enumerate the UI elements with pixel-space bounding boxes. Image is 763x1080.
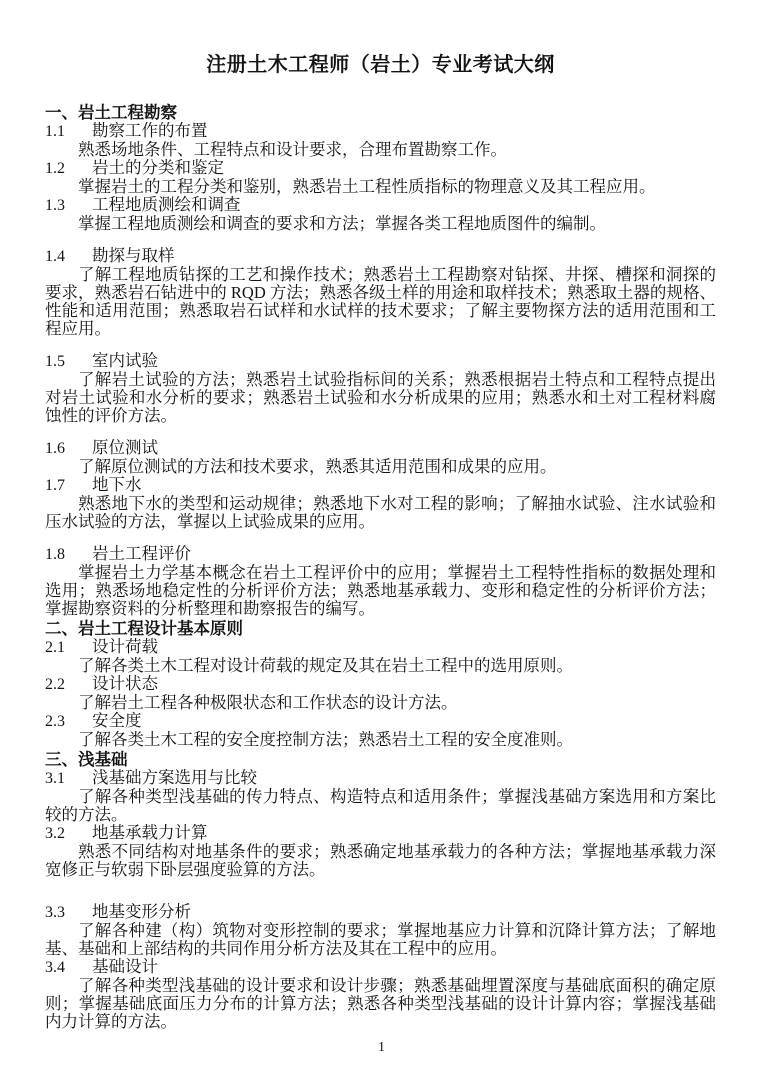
page-number: 1 (378, 1040, 385, 1055)
item-head (45, 247, 716, 266)
item-number: 3.1 (45, 770, 65, 787)
item-description: 掌握工程地质测绘和调查的要求和方法；掌握各类工程地质图件的编制。 (78, 214, 606, 233)
item-description: 掌握岩土的工程分类和鉴别，熟悉岩土工程性质指标的物理意义及其工程应用。 (78, 177, 656, 196)
item-description: 熟悉地下水的类型和运动规律；熟悉地下水对工程的影响；了解抽水试验、注水试验和压水试验的方法，掌握以上试验成果的应用。 (45, 494, 716, 531)
item-description: 了解岩土试验的方法；熟悉岩土试验指标间的关系；熟悉根据岩土特点和工程特点提出对岩土试验和水分析的要求；熟悉岩土试验和水分析成果的应用；熟悉水和土对工程材料腐蚀性的评价方法。 (45, 370, 716, 425)
item-head (45, 476, 716, 495)
item-1-3 (45, 196, 716, 233)
item-description: 了解各种类型浅基础的设计要求和设计步骤；熟悉基础埋置深度与基础底面积的确定原则；掌握基础底面压力分布的计算方法；熟悉各种类型浅基础的设计计算内容；掌握浅基础内力计算的方法。 (45, 976, 716, 1031)
item-title: 勘察工作的布置 (92, 121, 208, 140)
item-head (45, 712, 716, 731)
section-heading-1: 一、岩土工程勘察 (45, 103, 177, 122)
item-description: 了解各类土木工程对设计荷载的规定及其在岩土工程中的选用原则。 (78, 656, 573, 675)
item-number: 3.4 (45, 959, 65, 976)
section-heading-3: 三、浅基础 (45, 750, 128, 769)
item-1-6 (45, 439, 716, 476)
item-2-2 (45, 675, 716, 712)
item-1-1 (45, 122, 716, 159)
item-number: 1.4 (45, 248, 65, 265)
item-title: 工程地质测绘和调查 (92, 195, 241, 214)
item-1-7 (45, 476, 716, 531)
section-heading-2: 二、岩土工程设计基本原则 (45, 619, 243, 638)
item-description: 熟悉不同结构对地基条件的要求；熟悉确定地基承载力的各种方法；掌握地基承载力深宽修正与软弱下卧层强度验算的方法。 (45, 842, 716, 879)
item-3-3 (45, 903, 716, 958)
item-title: 基础设计 (92, 957, 158, 976)
item-head (45, 824, 716, 843)
item-description: 了解各种建（构）筑物对变形控制的要求；掌握地基应力计算和沉降计算方法；了解地基、基础和上部结构的共同作用分析方法及其在工程中的应用。 (45, 921, 716, 958)
item-number: 2.3 (45, 713, 65, 730)
item-head (45, 196, 716, 215)
item-head (45, 903, 716, 922)
item-number: 1.6 (45, 440, 65, 457)
item-description: 掌握岩土力学基本概念在岩土工程评价中的应用；掌握岩土工程特性指标的数据处理和选用；熟悉场地稳定性的分析评价方法；熟悉地基承载力、变形和稳定性的分析评价方法；掌握勘察资料的分析整理和勘察报告的编写。 (45, 563, 716, 618)
item-2-1 (45, 638, 716, 675)
item-1-4 (45, 247, 716, 338)
item-number: 1.3 (45, 197, 65, 214)
item-number: 2.2 (45, 676, 65, 693)
item-description: 了解原位测试的方法和技术要求，熟悉其适用范围和成果的应用。 (78, 457, 557, 476)
item-1-2 (45, 159, 716, 196)
item-head (45, 638, 716, 657)
item-title: 原位测试 (92, 438, 158, 457)
item-title: 勘探与取样 (92, 246, 175, 265)
item-1-5 (45, 352, 716, 425)
item-number: 1.5 (45, 353, 65, 370)
item-title: 地基变形分析 (92, 902, 191, 921)
item-title: 室内试验 (92, 351, 158, 370)
item-head (45, 769, 716, 788)
item-3-1 (45, 769, 716, 824)
item-number: 1.2 (45, 160, 65, 177)
section-2 (45, 620, 716, 749)
item-description: 了解各种类型浅基础的传力特点、构造特点和适用条件；掌握浅基础方案选用和方案比较的方法。 (45, 787, 716, 824)
item-description: 了解各类土木工程的安全度控制方法；熟悉岩土工程的安全度准则。 (78, 730, 573, 749)
item-3-4 (45, 958, 716, 1031)
section-1 (45, 104, 716, 618)
item-head (45, 159, 716, 178)
item-number: 2.1 (45, 639, 65, 656)
item-description: 熟悉场地条件、工程特点和设计要求，合理布置勘察工作。 (78, 140, 507, 159)
item-head (45, 545, 716, 564)
document-title: 注册土木工程师（岩土）专业考试大纲 (206, 54, 555, 76)
item-number: 3.2 (45, 825, 65, 842)
item-3-2 (45, 824, 716, 879)
item-number: 1.1 (45, 123, 65, 140)
item-head (45, 352, 716, 371)
item-head (45, 958, 716, 977)
item-title: 安全度 (92, 711, 142, 730)
section-3 (45, 751, 716, 1031)
item-description: 了解工程地质钻探的工艺和操作技术；熟悉岩土工程勘察对钻探、井探、槽探和洞探的要求，熟悉岩石钻进中的 RQD 方法；熟悉各级土样的用途和取样技术；熟悉取土器的规格、性能和适用范围；熟悉取岩石试样和水试样的技术要求；了解主要物探方法的适用范围和工程应用。 (45, 265, 716, 338)
item-2-3 (45, 712, 716, 749)
item-title: 地基承载力计算 (92, 823, 208, 842)
item-number: 1.7 (45, 477, 65, 494)
item-head (45, 675, 716, 694)
item-title: 地下水 (92, 475, 142, 494)
item-head (45, 122, 716, 141)
item-number: 3.3 (45, 904, 65, 921)
item-head (45, 439, 716, 458)
item-number: 1.8 (45, 546, 65, 563)
item-title: 设计荷载 (92, 637, 158, 656)
item-title: 岩土的分类和鉴定 (92, 158, 224, 177)
item-title: 设计状态 (92, 674, 158, 693)
item-title: 浅基础方案选用与比较 (92, 768, 257, 787)
item-title: 岩土工程评价 (92, 544, 191, 563)
item-1-8 (45, 545, 716, 618)
item-description: 了解岩土工程各种极限状态和工作状态的设计方法。 (78, 693, 458, 712)
